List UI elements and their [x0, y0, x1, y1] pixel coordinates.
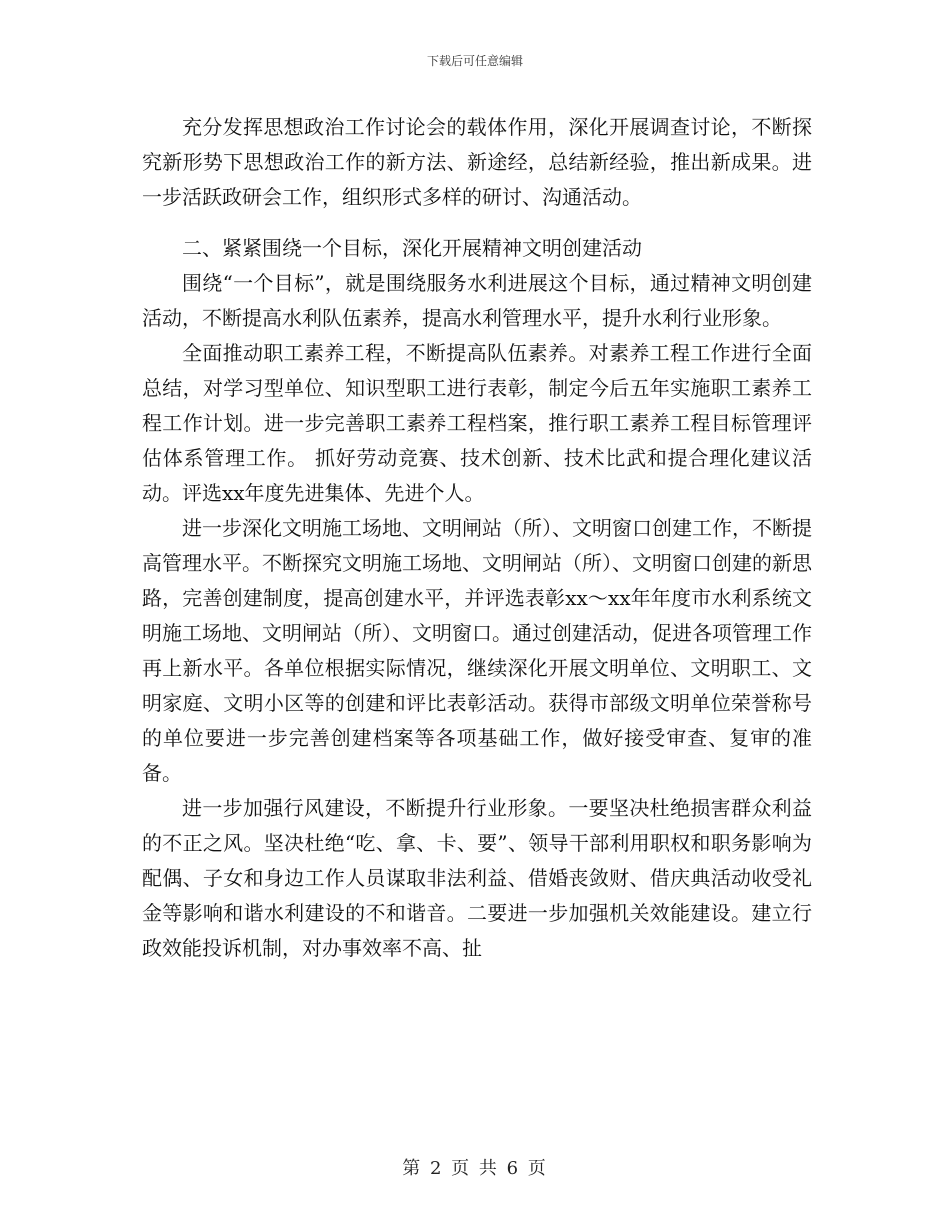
page-footer: 第 2 页 共 6 页 [402, 1158, 548, 1179]
page-header: 下载后可任意编辑 [426, 54, 523, 68]
section-heading: 二、紧紧围绕一个目标，深化开展精神文明创建活动 [182, 236, 642, 260]
paragraph-quality-project: 全面推动职工素养工程，不断提高队伍素养。对素养工程工作进行全面总结，对学习型单位、知识型职工进行表彰，制定今后五年实施职工素养工程工作计划。进一步完善职工素养工程档案，推行职工素养工程目标管理评估体系管理工作。 抓好劳动竞赛、技术创新、技术比武和提合理化建议活动。评选xx年度先进集体、先进个人。 [142, 341, 812, 505]
paragraph-civilization-sites: 进一步深化文明施工场地、文明闸站（所）、文明窗口创建工作，不断提高管理水平。不断探究文明施工场地、文明闸站（所）、文明窗口创建的新思路，完善创建制度，提高创建水平，并评选表彰xx～xx年年度市水利系统文明施工场地、文明闸站（所）、文明窗口。通过创建活动，促进各项管理工作再上新水平。各单位根据实际情况，继续深化开展文明单位、文明职工、文明家庭、文明小区等的创建和评比表彰活动。获得市部级文明单位荣誉称号的单位要进一步完善创建档案等各项基础工作，做好接受审查、复审的准备。 [142, 516, 812, 785]
document-body [142, 110, 812, 966]
paragraph-industry-style: 进一步加强行风建设，不断提升行业形象。一要坚决杜绝损害群众利益的不正之风。坚决杜绝“吃、拿、卡、要”、领导干部利用职权和职务影响为配偶、子女和身边工作人员谋取非法利益、借婚丧敛财、借庆典活动收受礼金等影响和谐水利建设的不和谐音。二要进一步加强机关效能建设。建立行政效能投诉机制，对办事效率不高、扯 [142, 796, 812, 960]
paragraph-intro: 充分发挥思想政治工作讨论会的载体作用，深化开展调查讨论，不断探究新形势下思想政治工作的新方法、新途经，总结新经验，推出新成果。进一步活跃政研会工作，组织形式多样的研讨、沟通活动。 [142, 115, 812, 209]
paragraph-goal: 围绕“一个目标”，就是围绕服务水利进展这个目标，通过精神文明创建活动，不断提高水利队伍素养，提高水利管理水平，提升水利行业形象。 [142, 271, 812, 330]
